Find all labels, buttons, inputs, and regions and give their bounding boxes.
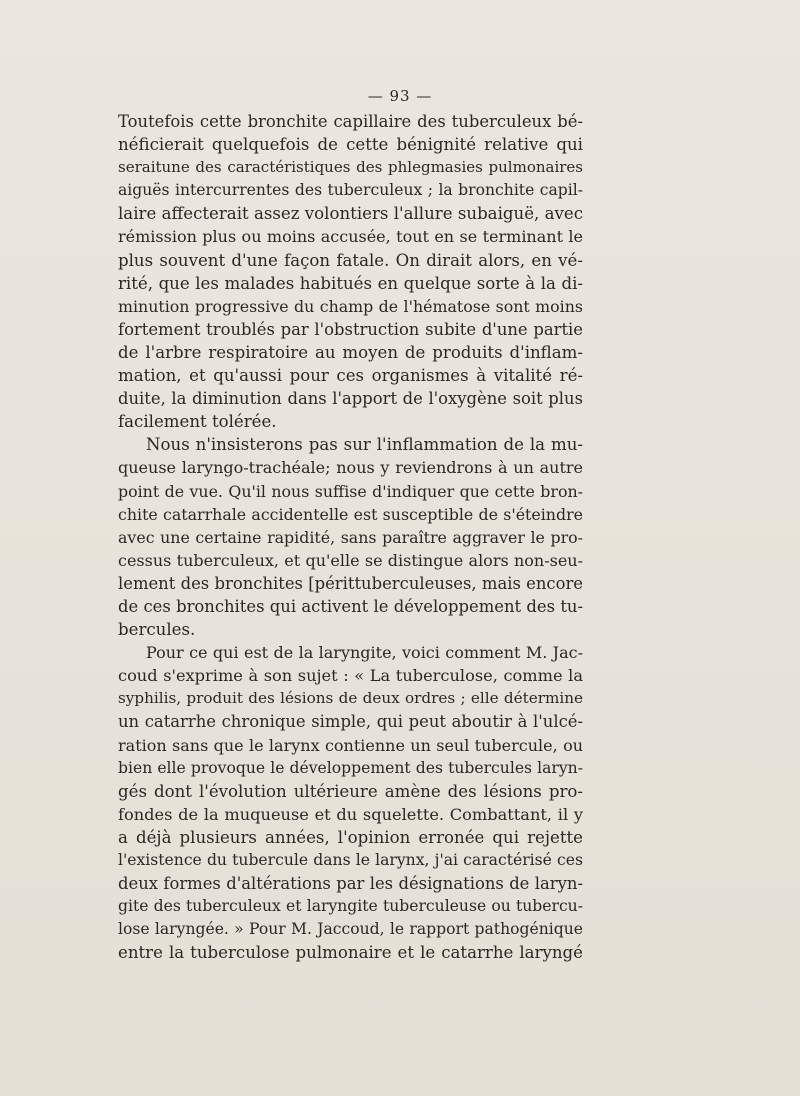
text-line: entre la tuberculose pulmonaire et le catarrhe laryngé (118, 943, 583, 963)
text-line: plus souvent d'une façon fatale. On dirait alors, en vé- (118, 250, 583, 270)
text-line: rémission plus ou moins accusée, tout en se terminant le (118, 227, 583, 247)
text-line: deux formes d'altérations par les désignations de laryn- (118, 874, 583, 894)
text-line: aiguës intercurrentes des tuberculeux ; la bronchite capil- (118, 181, 583, 200)
text-line: gite des tuberculeux et laryngite tuberculeuse ou tubercu- (118, 897, 583, 916)
text-line: fondes de la muqueuse et du squelette. Combattant, il y (118, 804, 583, 824)
text-line: seraitune des caractéristiques des phlegmasies pulmonaires (118, 158, 583, 177)
text-line: queuse laryngo-trachéale; nous y reviendrons à un autre (118, 458, 583, 478)
text-line: avec une certaine rapidité, sans paraître aggraver le pro- (118, 527, 583, 547)
text-line: bercules. (118, 620, 196, 640)
text-line: coud s'exprime à son sujet : « La tuberculose, comme la (118, 666, 583, 686)
text-line: fortement troublés par l'obstruction subite d'une partie (118, 319, 583, 339)
text-line: un catarrhe chronique simple, qui peut aboutir à l'ulcé- (118, 712, 583, 732)
text-line: a déjà plusieurs années, l'opinion erronée qui rejette (118, 827, 583, 847)
text-line: de ces bronchites qui activent le développement des tu- (118, 596, 583, 616)
text-line: ration sans que le larynx contienne un seul tubercule, ou (118, 735, 583, 755)
text-line: de l'arbre respiratoire au moyen de produits d'inflam- (118, 342, 583, 362)
text-line: l'existence du tubercule dans le larynx, j'ai caractérisé ces (118, 851, 583, 869)
text-line: lement des bronchites [périttuberculeuses, mais encore (118, 573, 583, 593)
text-line: point de vue. Qu'il nous suffise d'indiquer que cette bron- (118, 481, 583, 501)
text-line: laire affecterait assez volontiers l'allure subaiguë, avec (118, 204, 583, 224)
text-line: duite, la diminution dans l'apport de l'oxygène soit plus (118, 389, 583, 409)
text-line: lose laryngée. » Pour M. Jaccoud, le rapport pathogénique (118, 920, 583, 939)
text-line: néficierait quelquefois de cette bénignité relative qui (118, 135, 583, 155)
text-line: Nous n'insisterons pas sur l'inflammation de la mu- (146, 435, 583, 455)
text-line: rité, que les malades habitués en quelque sorte à la di- (118, 273, 583, 293)
text-line: syphilis, produit des lésions de deux ordres ; elle détermine (118, 689, 583, 708)
text-line: facilement tolérée. (118, 412, 277, 432)
text-line: minution progressive du champ de l'hématose sont moins (118, 296, 583, 316)
text-line: gés dont l'évolution ultérieure amène des lésions pro- (118, 781, 583, 801)
text-line: bien elle provoque le développement des tubercules laryn- (118, 758, 583, 777)
page-number: — 93 — (367, 87, 433, 105)
text-line: Pour ce qui est de la laryngite, voici comment M. Jac- (146, 643, 583, 663)
text-line: cessus tuberculeux, et qu'elle se distingue alors non-seu- (118, 550, 583, 570)
text-line: chite catarrhale accidentelle est susceptible de s'éteindre (118, 504, 583, 524)
text-line: mation, et qu'aussi pour ces organismes à vitalité ré- (118, 366, 583, 386)
body-text (118, 110, 583, 964)
text-line: Toutefois cette bronchite capillaire des tuberculeux bé- (118, 112, 583, 131)
